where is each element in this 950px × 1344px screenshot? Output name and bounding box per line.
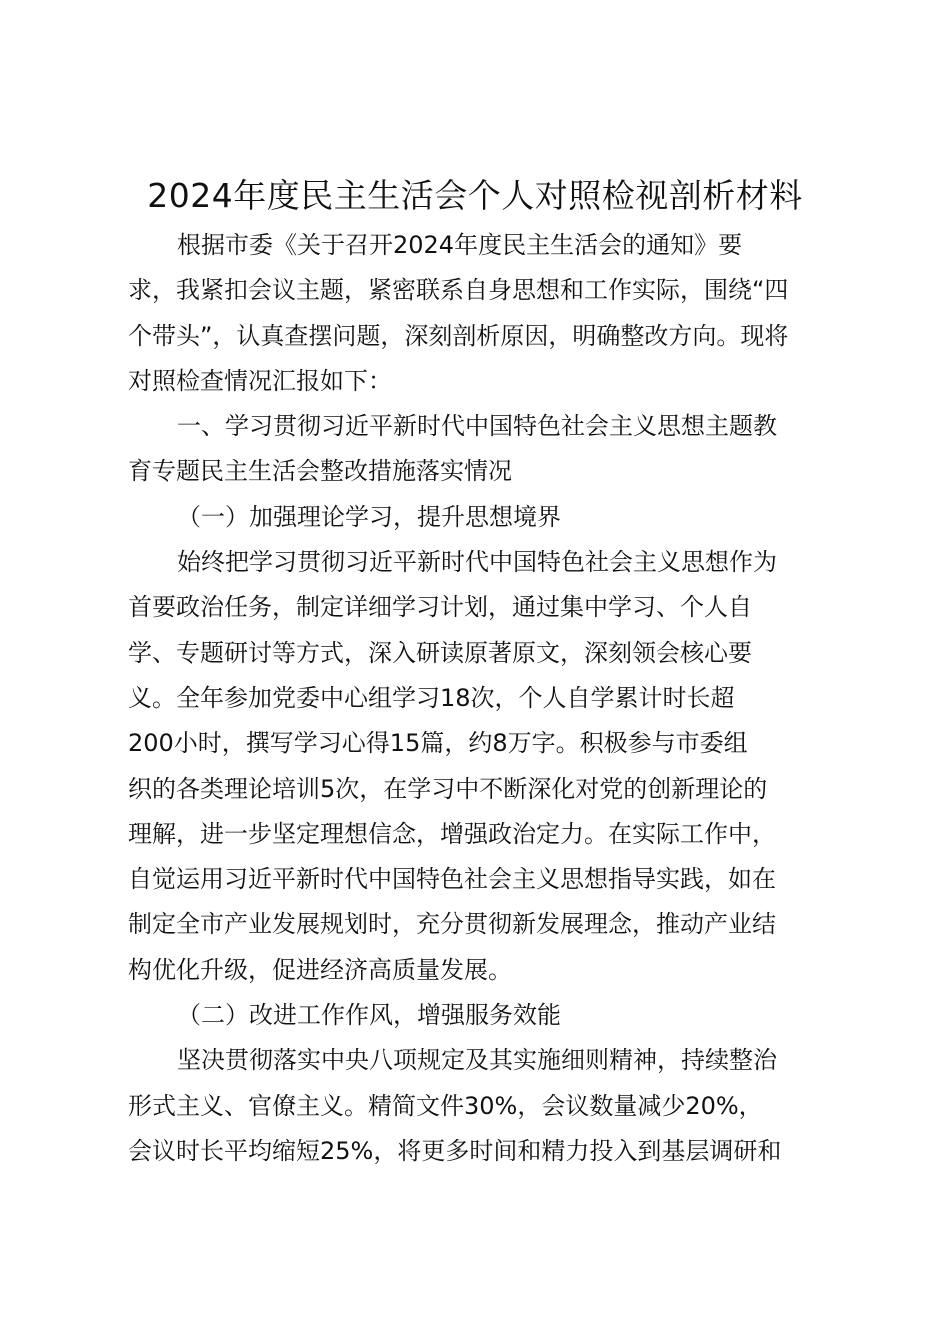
section-heading-line: 育专题民主生活会整改措施落实情况 [128, 457, 512, 486]
section-heading-line: 一、学习贯彻习近平新时代中国特色社会主义思想主题教 [177, 412, 777, 441]
paragraph-line: 200小时，撰写学习心得15篇，约8万字。积极参与市委组 [128, 729, 748, 758]
paragraph-line: 义。全年参加党委中心组学习18次，个人自学累计时长超 [128, 683, 735, 712]
subsection-heading: （二）改进工作作风，增强服务效能 [177, 1001, 561, 1030]
paragraph-line: 始终把学习贯彻习近平新时代中国特色社会主义思想作为 [177, 548, 777, 577]
subsection-heading: （一）加强理论学习，提升思想境界 [177, 502, 561, 531]
paragraph-line: 制定全市产业发展规划时，充分贯彻新发展理念，推动产业结 [128, 910, 776, 939]
document-body [128, 223, 833, 1174]
paragraph-line: 首要政治任务，制定详细学习计划，通过集中学习、个人自 [128, 593, 752, 622]
paragraph-line: 求，我紧扣会议主题，紧密联系自身思想和工作实际，围绕“四 [128, 276, 789, 305]
paragraph-line: 织的各类理论培训5次，在学习中不断深化对党的创新理论的 [128, 774, 768, 803]
paragraph-line: 理解，进一步坚定理想信念，增强政治定力。在实际工作中， [128, 819, 776, 848]
paragraph-line: 个带头”，认真查摆问题，深刻剖析原因，明确整改方向。现将 [128, 321, 789, 350]
paragraph-line: 坚决贯彻落实中央八项规定及其实施细则精神，持续整治 [177, 1046, 777, 1075]
paragraph-line: 自觉运用习近平新时代中国特色社会主义思想指导实践，如在 [128, 865, 776, 894]
paragraph-line: 学、专题研讨等方式，深入研读原著原文，深刻领会核心要 [128, 638, 752, 667]
paragraph-line: 会议时长平均缩短25%，将更多时间和精力投入到基层调研和 [128, 1136, 782, 1165]
paragraph-line: 对照检查情况汇报如下： [128, 366, 392, 395]
paragraph-line: 形式主义、官僚主义。精简文件30%，会议数量减少20%， [128, 1091, 763, 1120]
paragraph-line: 构优化升级，促进经济高质量发展。 [128, 955, 512, 984]
document-title: 2024年度民主生活会个人对照检视剖析材料 [147, 176, 803, 215]
paragraph-line: 根据市委《关于召开2024年度民主生活会的通知》要 [177, 231, 743, 259]
